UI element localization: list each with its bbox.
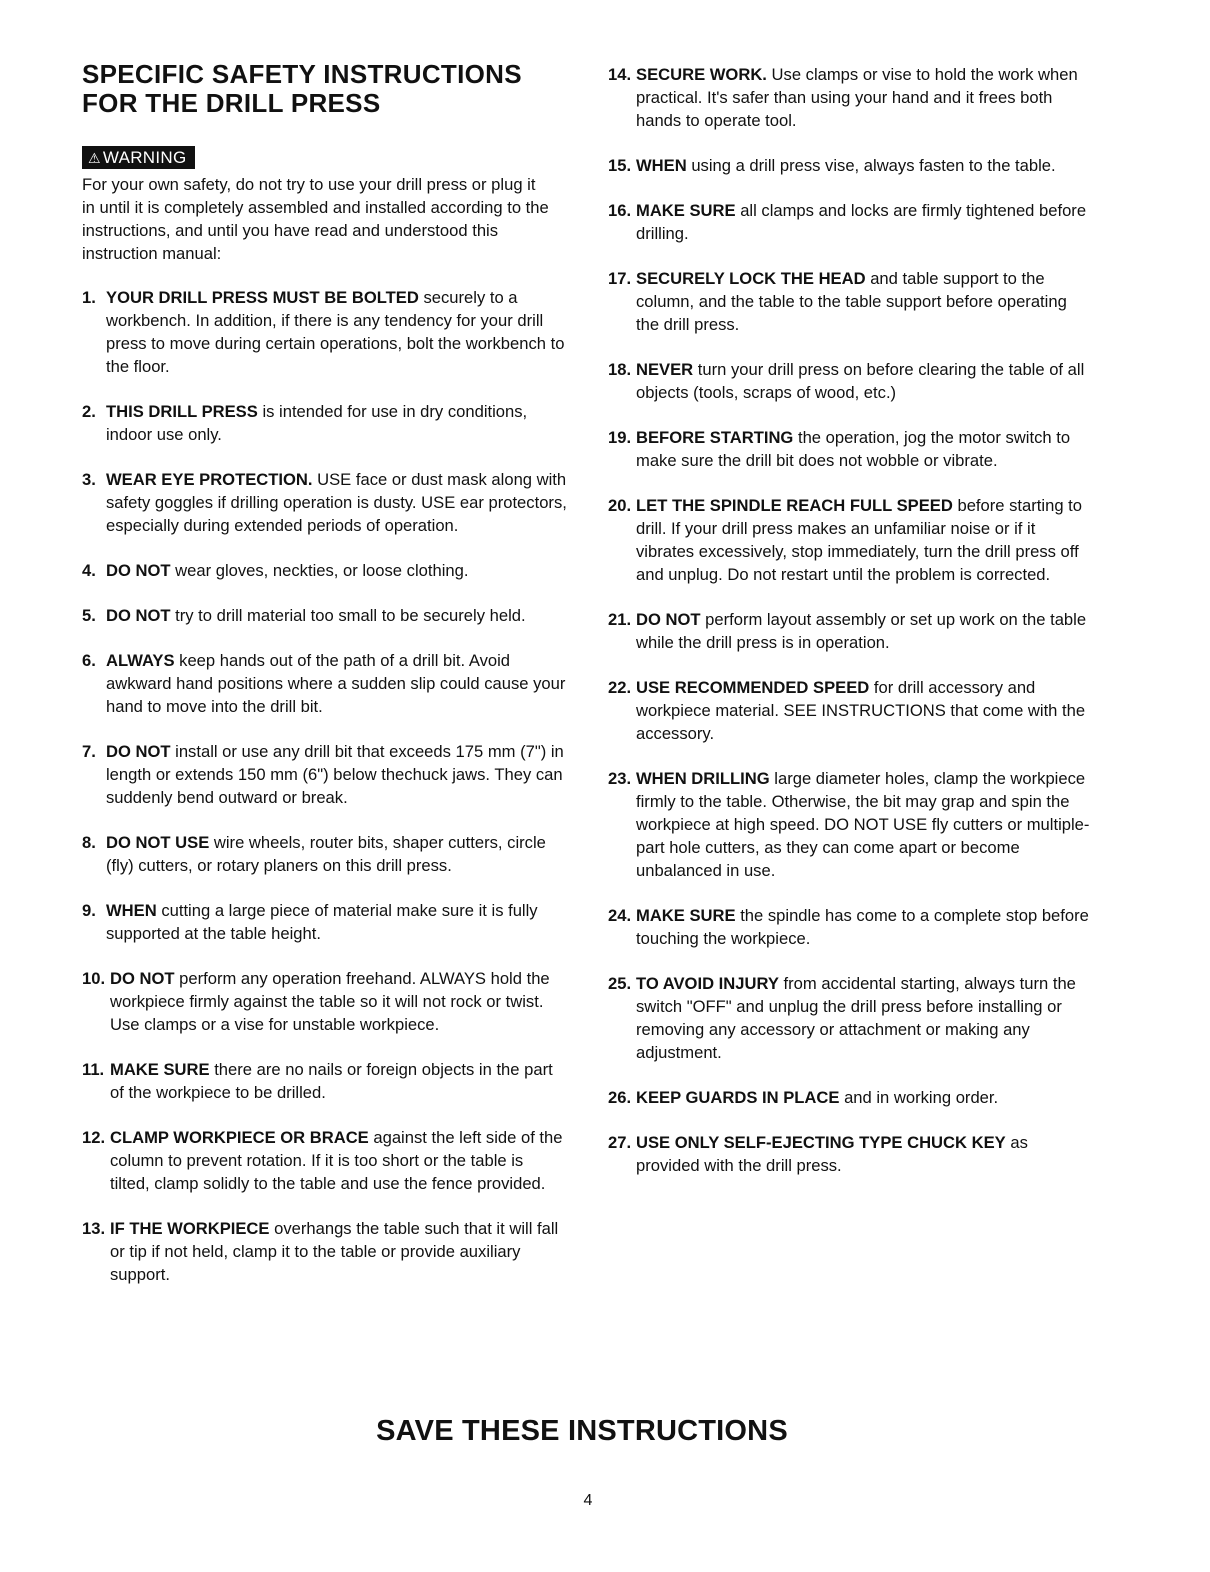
list-item [608,426,1093,472]
item-text: the spindle has come to a complete stop before touching the workpiece. [636,906,1089,948]
item-number: 21. [608,610,632,629]
item-lead: CLAMP WORKPIECE OR BRACE [110,1128,369,1147]
item-lead: SECURE WORK. [636,65,767,84]
list-item [82,559,567,582]
item-text: is intended for use in dry conditions, indoor use only. [106,402,528,444]
item-text: using a drill press vise, always fasten to the table. [686,156,1056,175]
item-text: there are no nails or foreign objects in the part of the workpiece to be drilled. [110,1060,553,1102]
list-item [82,967,567,1036]
item-lead: KEEP GUARDS IN PLACE [636,1088,840,1107]
warning-triangle-icon: ⚠ [88,150,101,166]
item-number: 22. [608,678,632,697]
item-lead: WHEN [106,901,157,920]
item-lead: TO AVOID INJURY [636,974,779,993]
item-number: 12. [82,1128,106,1147]
page-number: 4 [583,1492,593,1509]
item-number: 27. [608,1133,632,1152]
item-text: try to drill material too small to be securely held. [170,606,526,625]
item-text: against the left side of the column to prevent rotation. If it is too short or the table is tilted, clamp solidly to the table and use the fence provided. [110,1128,563,1193]
item-lead: SECURELY LOCK THE HEAD [636,269,866,288]
list-item [82,649,567,718]
item-number: 24. [608,906,632,925]
item-text: perform any operation freehand. ALWAYS hold the workpiece firmly against the table so it will not rock or twist. Use clamps or a vise for unstable workpiece. [110,969,550,1034]
list-item [82,1058,567,1104]
list-item [608,63,1093,132]
item-text: securely to a workbench. In addition, if there is any tendency for your drill press to move during certain operations, bolt the workbench to the floor. [106,288,565,376]
list-item [608,494,1093,586]
item-lead: MAKE SURE [110,1060,210,1079]
item-text: turn your drill press on before clearing the table of all objects (tools, scraps of wood, etc.) [636,360,1085,402]
list-item [82,831,567,877]
list-item [608,154,1093,177]
item-text: install or use any drill bit that exceeds 175 mm (7") in length or extends 150 mm (6") below thechuck jaws. They can suddenly bend outward or break. [106,742,564,807]
item-lead: WEAR EYE PROTECTION. [106,470,313,489]
item-number: 18. [608,360,632,379]
list-item [608,767,1093,882]
item-number: 5. [82,606,96,625]
list-item [82,740,567,809]
item-lead: IF THE WORKPIECE [110,1219,270,1238]
item-number: 14. [608,65,632,84]
item-number: 17. [608,269,632,288]
list-item [608,972,1093,1064]
item-lead: DO NOT USE [106,833,210,852]
item-number: 13. [82,1219,106,1238]
item-lead: MAKE SURE [636,906,736,925]
item-text: cutting a large piece of material make sure it is fully supported at the table height. [106,901,538,943]
list-item [608,676,1093,745]
list-item [608,904,1093,950]
item-number: 2. [82,402,96,421]
list-item [82,1217,567,1286]
item-lead: NEVER [636,360,694,379]
item-lead: WHEN DRILLING [636,769,770,788]
item-number: 26. [608,1088,632,1107]
item-number: 19. [608,428,632,447]
warning-badge [82,146,195,169]
list-item [82,604,567,627]
item-lead: USE ONLY SELF-EJECTING TYPE CHUCK KEY [636,1133,1006,1152]
save-instructions-heading: SAVE THESE INSTRUCTIONS [376,1415,788,1447]
item-text: as provided with the drill press. [636,1133,1028,1175]
warning-label: WARNING [102,148,187,167]
item-lead: DO NOT [636,610,701,629]
item-number: 3. [82,470,96,489]
item-number: 1. [82,288,96,307]
item-number: 10. [82,969,106,988]
left-instruction-list [82,286,567,1286]
item-number: 20. [608,496,632,515]
item-number: 6. [82,651,96,670]
intro-paragraph: For your own safety, do not try to use your drill press or plug it in until it is completely assembled and installed according to the instructions, and until you have read and understood this instruction manual: [82,175,549,263]
item-lead: MAKE SURE [636,201,736,220]
item-lead: DO NOT [106,561,171,580]
page-title [82,60,582,118]
item-lead: BEFORE STARTING [636,428,794,447]
item-text: wire wheels, router bits, shaper cutters, circle (fly) cutters, or rotary planers on this drill press. [106,833,546,875]
list-item [608,199,1093,245]
item-text: before starting to drill. If your drill press makes an unfamiliar noise or if it vibrates excessively, stop immediately, turn the drill press off and unplug. Do not restart until the problem is corrected. [636,496,1082,584]
item-number: 16. [608,201,632,220]
list-item [82,400,567,446]
right-instruction-list [608,63,1093,1177]
list-item [608,1131,1093,1177]
item-lead: ALWAYS [106,651,175,670]
list-item [82,468,567,537]
item-text: overhangs the table such that it will fall or tip if not held, clamp it to the table or provide auxiliary support. [110,1219,559,1284]
item-text: Use clamps or vise to hold the work when practical. It's safer than using your hand and it frees both hands to operate tool. [636,65,1078,130]
item-lead: YOUR DRILL PRESS MUST BE BOLTED [106,288,419,307]
item-text: keep hands out of the path of a drill bit. Avoid awkward hand positions where a sudden slip could cause your hand to move into the drill bit. [106,651,566,716]
item-number: 15. [608,156,632,175]
item-text: wear gloves, neckties, or loose clothing. [170,561,469,580]
list-item [608,267,1093,336]
item-text: from accidental starting, always turn the switch "OFF" and unplug the drill press before installing or removing any accessory or attachment or making any adjustment. [636,974,1076,1062]
item-text: all clamps and locks are firmly tightened before drilling. [636,201,1087,243]
item-lead: DO NOT [106,606,171,625]
item-text: large diameter holes, clamp the workpiece firmly to the table. Otherwise, the bit may grap and spin the workpiece at high speed. DO NOT USE fly cutters or multiple-part hole cutters, as they can come apart or become unbalanced in use. [636,769,1090,880]
page-title-line-1: SPECIFIC SAFETY INSTRUCTIONS [82,59,522,89]
item-number: 11. [82,1060,105,1079]
item-number: 7. [82,742,96,761]
item-text: the operation, jog the motor switch to make sure the drill bit does not wobble or vibrate. [636,428,1071,470]
item-text: perform layout assembly or set up work on the table while the drill press is in operation. [636,610,1087,652]
list-item [608,608,1093,654]
item-lead: DO NOT [106,742,171,761]
item-text: for drill accessory and workpiece material. SEE INSTRUCTIONS that come with the accessory. [636,678,1086,743]
item-number: 4. [82,561,96,580]
list-item [608,1086,1093,1109]
list-item [608,358,1093,404]
item-text: and table support to the column, and the table to the table support before operating the drill press. [636,269,1067,334]
item-lead: WHEN [636,156,687,175]
item-lead: USE RECOMMENDED SPEED [636,678,870,697]
item-text: USE face or dust mask along with safety goggles if drilling operation is dusty. USE ear protectors, especially during extended periods of operation. [106,470,567,535]
item-number: 25. [608,974,632,993]
list-item [82,286,567,378]
item-number: 8. [82,833,96,852]
item-text: and in working order. [839,1088,999,1107]
item-number: 9. [82,901,96,920]
list-item [82,1126,567,1195]
item-lead: DO NOT [110,969,175,988]
list-item [82,899,567,945]
item-lead: LET THE SPINDLE REACH FULL SPEED [636,496,953,515]
item-lead: THIS DRILL PRESS [106,402,258,421]
item-number: 23. [608,769,632,788]
page-title-line-2: FOR THE DRILL PRESS [82,88,381,118]
